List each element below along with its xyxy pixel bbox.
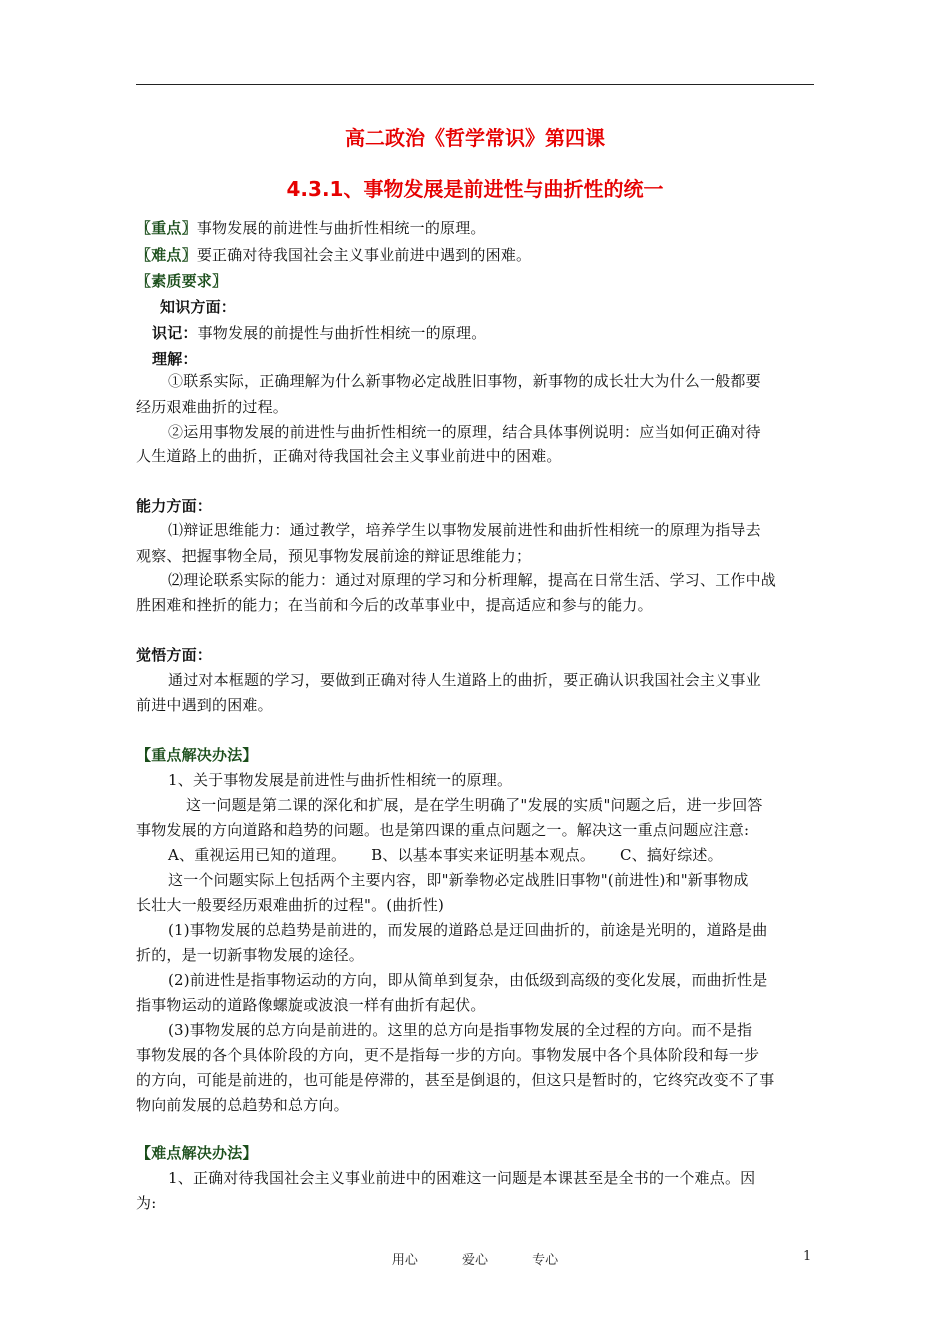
- quality-heading: 〖素质要求〗: [136, 272, 228, 290]
- page-number: 1: [803, 1249, 812, 1264]
- ks-6a: (2)前进性是指事物运动的方向，即从简单到复杂，由低级到高级的变化发展，而曲折性是: [168, 971, 768, 989]
- ks-7a: (3)事物发展的总方向是前进的。这里的总方向是指事物发展的全过程的方向。而不是指: [168, 1021, 753, 1039]
- ds-1a: 1、正确对待我国社会主义事业前进中的困难这一问题是本课甚至是全书的一个难点。因: [168, 1169, 756, 1187]
- ability-2a: ⑵理论联系实际的能力：通过对原理的学习和分析理解，提高在日常生活、学习、工作中战: [168, 571, 777, 589]
- understand-1b: 经历艰难曲折的过程。: [136, 398, 289, 416]
- key-point: [136, 218, 816, 238]
- understand-2a: ②运用事物发展的前进性与曲折性相统一的原理，结合具体事例说明：应当如何正确对待: [168, 423, 761, 441]
- difficult-text: 要正确对待我国社会主义事业前进中遇到的困难。: [196, 246, 532, 264]
- footer-text-2: 爱心: [461, 1253, 488, 1268]
- ds-1b: 为:: [136, 1194, 157, 1212]
- difficult-label: 〖难点〗: [136, 246, 197, 264]
- understand-heading: 理解：: [152, 350, 198, 368]
- ks-4b: 长壮大一般要经历艰难曲折的过程"。(曲折性): [136, 896, 445, 914]
- ks-2a: 这一问题是第二课的深化和扩展，是在学生明确了"发展的实质"问题之后，进一步回答: [186, 796, 763, 814]
- ks-2b: 事物发展的方向道路和趋势的问题。也是第四课的重点问题之一。解决这一重点问题应注意:: [136, 821, 750, 839]
- memorize-line: [152, 323, 832, 343]
- difficult-point: [136, 245, 816, 265]
- ks-5a: (1)事物发展的总趋势是前进的，而发展的道路总是迂回曲折的，前途是光明的，道路是曲: [168, 921, 768, 939]
- difficult-solution-heading: 【难点解决办法】: [136, 1144, 258, 1162]
- ability-heading: 能力方面：: [136, 497, 213, 515]
- ability-1b: 观察、把握事物全局，预见事物发展前途的辩证思维能力；: [136, 547, 532, 565]
- key-point-label: 〖重点〗: [136, 219, 197, 237]
- ability-1a: ⑴辩证思维能力：通过教学，培养学生以事物发展前进性和曲折性相统一的原理为指导去: [168, 521, 761, 539]
- understand-2b: 人生道路上的曲折，正确对待我国社会主义事业前进中的困难。: [136, 447, 562, 465]
- awareness-b: 前进中遇到的困难。: [136, 696, 273, 714]
- memorize-text: 事物发展的前提性与曲折性相统一的原理。: [197, 324, 487, 342]
- ks-5b: 折的，是一切新事物发展的途径。: [136, 946, 365, 964]
- page-title: 高二政治《哲学常识》第四课: [345, 126, 605, 150]
- knowledge-heading: 知识方面：: [160, 298, 237, 316]
- ks-7c: 的方向，可能是前进的，也可能是停滞的，甚至是倒退的，但这只是暂时的，它终究改变不了事: [136, 1071, 775, 1089]
- key-solution-heading: 【重点解决办法】: [136, 746, 258, 764]
- ks-7b: 事物发展的各个具体阶段的方向，更不是指每一步的方向。事物发展中各个具体阶段和每一步: [136, 1046, 760, 1064]
- page-subtitle: 4.3.1、事物发展是前进性与曲折性的统一: [286, 177, 664, 201]
- understand-1a: ①联系实际，正确理解为什么新事物必定战胜旧事物，新事物的成长壮大为什么一般都要: [168, 372, 761, 390]
- header-rule: [136, 84, 814, 85]
- awareness-heading: 觉悟方面：: [136, 646, 213, 664]
- ks-6b: 指事物运动的道路像螺旋或波浪一样有曲折有起伏。: [136, 996, 486, 1014]
- ks-7d: 物向前发展的总趋势和总方向。: [136, 1096, 349, 1114]
- ability-2b: 胜困难和挫折的能力；在当前和今后的改革事业中，提高适应和参与的能力。: [136, 596, 653, 614]
- key-point-text: 事物发展的前进性与曲折性相统一的原理。: [196, 219, 486, 237]
- footer-text-3: 专心: [532, 1253, 559, 1268]
- awareness-a: 通过对本框题的学习，要做到正确对待人生道路上的曲折，要正确认识我国社会主义事业: [168, 671, 761, 689]
- memorize-label: 识记：: [152, 324, 198, 342]
- ks-1: 1、关于事物发展是前进性与曲折性相统一的原理。: [168, 771, 513, 789]
- footer-text-1: 用心: [391, 1253, 418, 1268]
- ks-4a: 这一个问题实际上包括两个主要内容，即"新拳物必定战胜旧事物"(前进性)和"新事物成: [168, 871, 749, 889]
- ks-3: A、重视运用已知的道理。 B、以基本事实来证明基本观点。 C、搞好综述。: [168, 846, 723, 864]
